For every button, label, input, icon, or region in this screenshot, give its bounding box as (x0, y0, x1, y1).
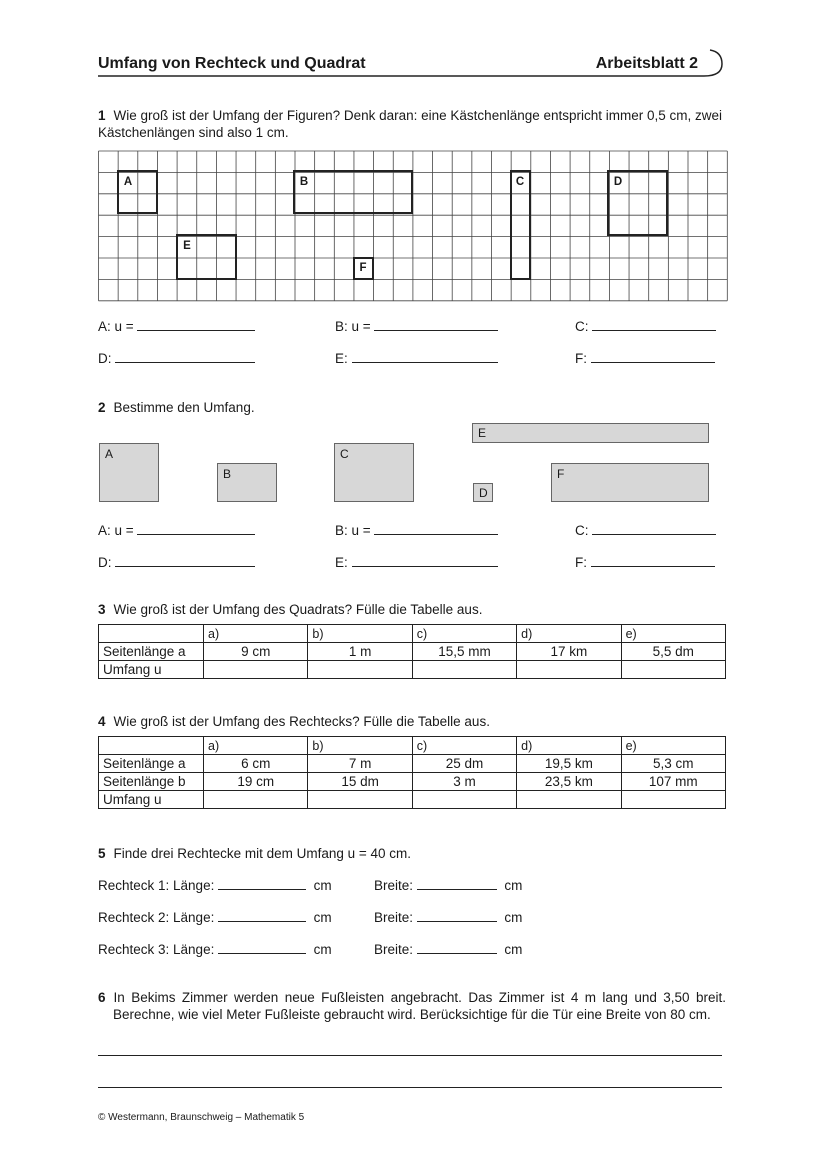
task3-table (98, 624, 726, 679)
task1-answer-b[interactable]: B: u = (335, 318, 498, 334)
figure-b-label: B (297, 175, 311, 189)
task5-row-2-width[interactable]: Breite: cm (374, 910, 523, 925)
task6-answer-line-2[interactable] (98, 1087, 722, 1088)
header-rule (98, 48, 728, 82)
task5-row-1[interactable]: Rechteck 1: Länge: cm (98, 878, 332, 893)
task3-instruction: 3 Wie groß ist der Umfang des Quadrats? Fülle die Tabelle aus. (98, 602, 483, 617)
task2-answer-d[interactable]: D: (98, 554, 255, 570)
table-header-row: a) b) c) d) e) (99, 737, 726, 755)
table-row: Seitenlänge a 6 cm 7 m 25 dm 19,5 km 5,3 cm (99, 755, 726, 773)
task1-answer-e[interactable]: E: (335, 350, 498, 366)
figure-b (293, 170, 413, 214)
footer-copyright: © Westermann, Braunschweig – Mathematik 5 (98, 1112, 305, 1123)
task1-answer-a[interactable]: A: u = (98, 318, 255, 334)
task2-shape-f: F (551, 463, 709, 502)
task2-shape-c: C (334, 443, 414, 502)
task1-answer-c[interactable]: C: (575, 318, 716, 334)
table-row[interactable]: Umfang u (99, 661, 726, 679)
task5-row-1-width[interactable]: Breite: cm (374, 878, 523, 893)
figure-d-label: D (611, 175, 625, 189)
task2-shape-a: A (99, 443, 159, 502)
task4-instruction: 4 Wie groß ist der Umfang des Rechtecks? Fülle die Tabelle aus. (98, 714, 490, 729)
task5-row-3[interactable]: Rechteck 3: Länge: cm (98, 942, 332, 957)
task6-answer-line-1[interactable] (98, 1055, 722, 1056)
task2-answer-a[interactable]: A: u = (98, 522, 255, 538)
task2-answer-e[interactable]: E: (335, 554, 498, 570)
table-header-row: a) b) c) d) e) (99, 625, 726, 643)
task1-answer-d[interactable]: D: (98, 350, 255, 366)
task2-shape-d: D (473, 483, 493, 502)
table-row: Seitenlänge a 9 cm 1 m 15,5 mm 17 km 5,5 dm (99, 643, 726, 661)
figure-e-label: E (180, 239, 194, 253)
figure-c-label: C (513, 175, 527, 189)
table-row: Seitenlänge b 19 cm 15 dm 3 m 23,5 km 107 mm (99, 773, 726, 791)
task1-instruction: 1 Wie groß ist der Umfang der Figuren? Denk daran: eine Kästchenlänge entspricht immer 0,5 cm, zwei Kästchenlängen sind also 1 cm. (98, 108, 723, 140)
task2-answer-c[interactable]: C: (575, 522, 716, 538)
task2-answer-f[interactable]: F: (575, 554, 715, 570)
task6-instruction: 6 In Bekims Zimmer werden neue Fußleisten angebracht. Das Zimmer ist 4 m lang und 3,50 breit. Berechne, wie viel Meter Fußleiste gebraucht wird. Berücksichtige für die Tür eine Breite von 80 cm. (98, 990, 726, 1022)
task2-shape-b: B (217, 463, 277, 502)
page-title: Umfang von Rechteck und Quadrat (98, 55, 366, 72)
task2-shape-e: E (472, 423, 709, 443)
figure-f-label: F (356, 261, 370, 275)
task5-instruction: 5 Finde drei Rechtecke mit dem Umfang u = 40 cm. (98, 846, 412, 861)
task1-answer-f[interactable]: F: (575, 350, 715, 366)
task2-answer-b[interactable]: B: u = (335, 522, 498, 538)
table-row[interactable]: Umfang u (99, 791, 726, 809)
task5-row-3-width[interactable]: Breite: cm (374, 942, 523, 957)
sheet-label: Arbeitsblatt 2 (595, 55, 698, 72)
task5-row-2[interactable]: Rechteck 2: Länge: cm (98, 910, 332, 925)
task4-table (98, 736, 726, 809)
figure-a-label: A (121, 175, 135, 189)
task2-instruction: 2 Bestimme den Umfang. (98, 400, 255, 415)
